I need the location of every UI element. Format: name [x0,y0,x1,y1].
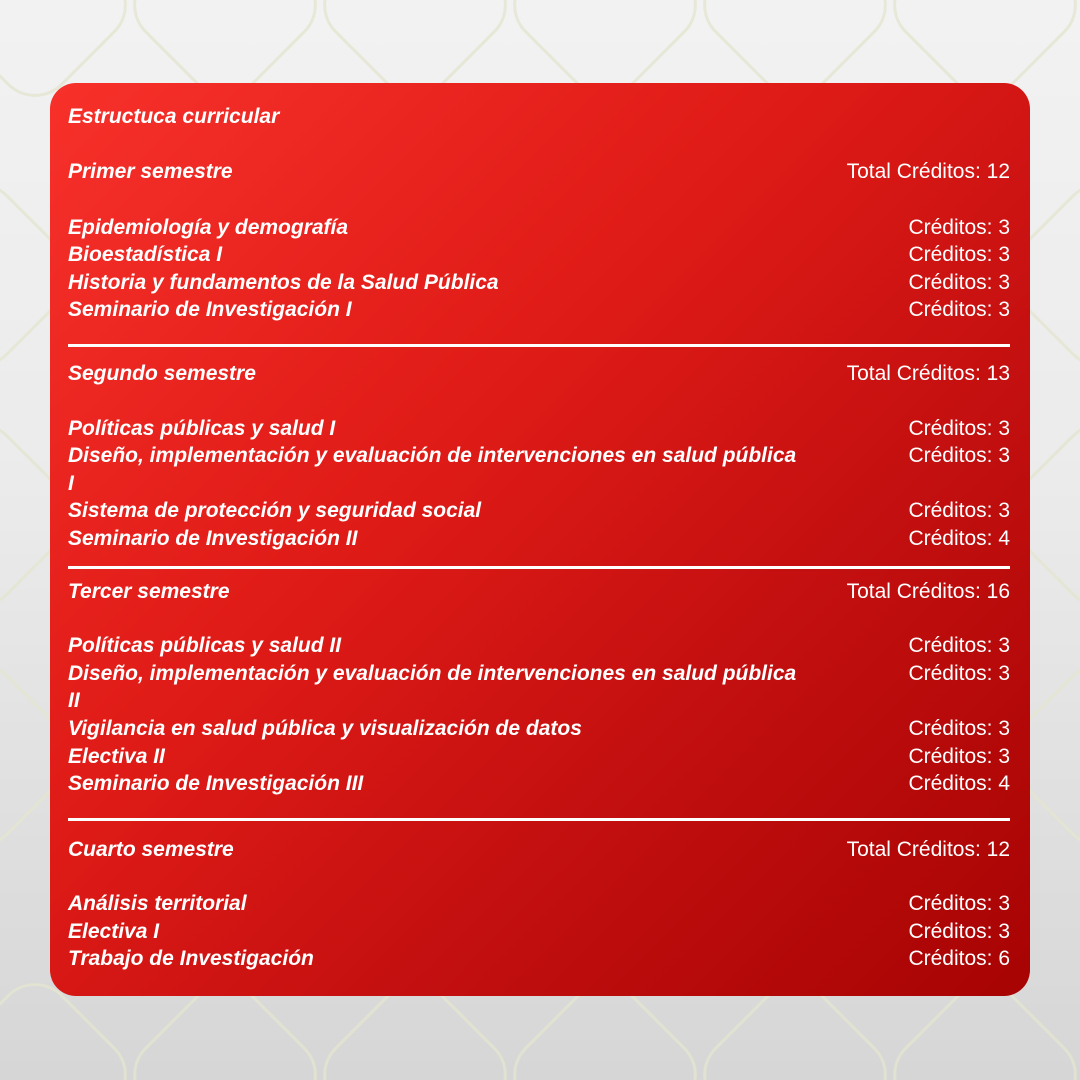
course-name: Vigilancia en salud pública y visualización de datos [68,716,582,740]
course-name: Seminario de Investigación II [68,526,358,550]
course-row [68,945,1010,973]
section-divider [68,566,1010,569]
course-name: Electiva I [68,919,160,943]
semester-header [68,578,1010,606]
course-name: Bioestadística I [68,243,223,267]
course-name: Sistema de protección y seguridad social [68,499,482,523]
course-credits: Créditos: 4 [908,772,1010,796]
course-name: Diseño, implementación y evaluación de intervenciones en salud pública II [68,661,797,713]
course-row [68,660,1010,715]
curriculum-card [50,83,1030,996]
course-row [68,715,1010,743]
course-row [68,632,1010,660]
course-credits: Créditos: 3 [908,499,1010,523]
course-credits: Créditos: 3 [908,744,1010,768]
semester-name: Tercer semestre [68,579,230,603]
course-name: Seminario de Investigación I [68,298,352,322]
course-name: Diseño, implementación y evaluación de intervenciones en salud pública I [68,444,797,495]
title-spacer [68,130,1010,158]
header-spacer [68,605,1010,632]
section-divider [68,344,1010,347]
course-name: Trabajo de Investigación [68,947,314,971]
semester-name: Segundo semestre [68,361,256,385]
semester-4 [68,836,1010,973]
course-credits: Créditos: 3 [908,215,1010,239]
semester-total-credits: Total Créditos: 12 [846,160,1010,183]
course-name: Electiva II [68,744,165,768]
course-credits: Créditos: 3 [908,444,1010,468]
semester-header [68,836,1010,864]
course-name: Políticas públicas y salud II [68,634,342,658]
course-row [68,442,1010,497]
course-row [68,269,1010,297]
course-row [68,770,1010,798]
semester-total-credits: Total Créditos: 16 [846,579,1010,603]
semester-header [68,360,1010,388]
course-credits: Créditos: 3 [908,892,1010,916]
semester-2 [68,360,1010,553]
semester-total-credits: Total Créditos: 13 [846,361,1010,385]
course-row [68,415,1010,443]
semester-name: Primer semestre [68,160,233,183]
curriculum-title: Estructuca curricular [68,105,280,128]
course-credits: Créditos: 3 [908,243,1010,267]
course-name: Historia y fundamentos de la Salud Pública [68,270,499,294]
section-divider [68,818,1010,821]
course-credits: Créditos: 3 [908,416,1010,440]
header-spacer [68,388,1010,415]
course-name: Epidemiología y demografía [68,215,349,239]
course-row [68,497,1010,525]
semester-name: Cuarto semestre [68,837,234,861]
course-name: Análisis territorial [68,892,247,916]
course-row [68,214,1010,242]
header-spacer [68,186,1010,214]
course-credits: Créditos: 3 [908,298,1010,322]
semester-header [68,158,1010,186]
course-credits: Créditos: 6 [908,947,1010,971]
course-credits: Créditos: 3 [908,716,1010,740]
course-credits: Créditos: 3 [908,270,1010,294]
course-credits: Créditos: 3 [908,634,1010,658]
course-credits: Créditos: 4 [908,526,1010,550]
course-row [68,525,1010,553]
course-row [68,296,1010,324]
header-spacer [68,863,1010,890]
semester-1 [68,158,1010,324]
course-row [68,890,1010,918]
course-credits: Créditos: 3 [908,919,1010,943]
course-row [68,241,1010,269]
semester-total-credits: Total Créditos: 12 [846,837,1010,861]
course-row [68,918,1010,946]
semester-3 [68,578,1010,798]
course-name: Seminario de Investigación III [68,772,364,796]
course-credits: Créditos: 3 [908,661,1010,685]
course-row [68,743,1010,771]
course-name: Políticas públicas y salud I [68,416,336,440]
